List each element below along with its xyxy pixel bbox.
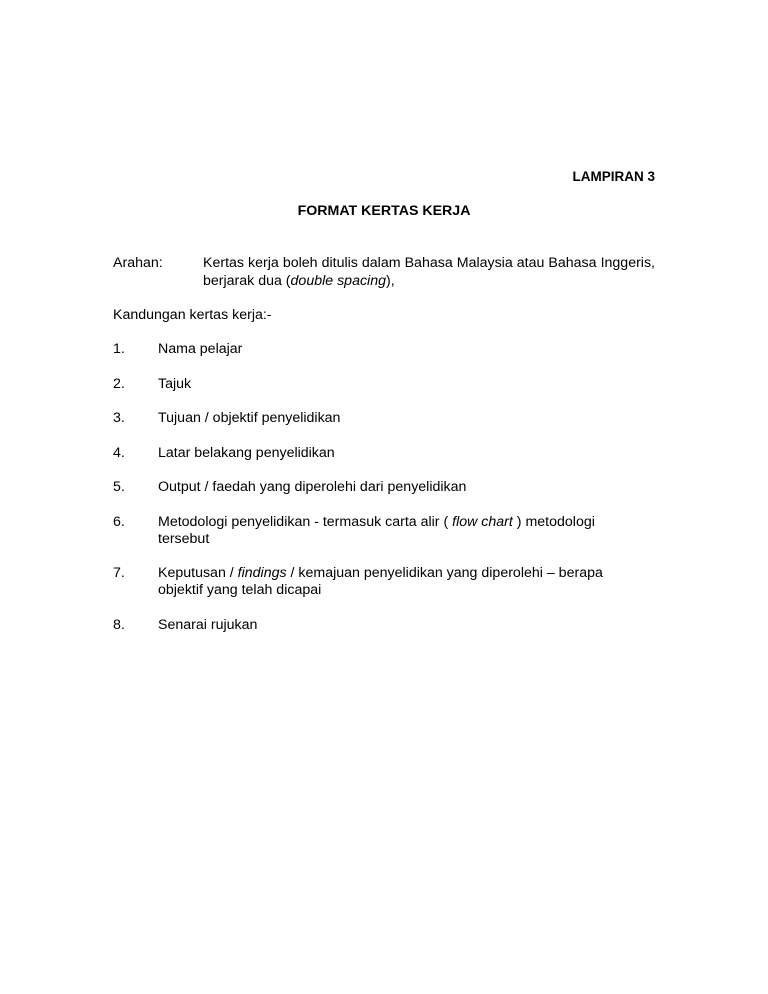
- list-item-number: 7.: [113, 565, 125, 581]
- list-item-text-part: Output / faedah yang diperolehi dari penyelidikan: [158, 479, 467, 495]
- list-item-number: 2.: [113, 375, 125, 392]
- list-item: [113, 376, 655, 393]
- instruction-text-italic: double spacing: [290, 273, 386, 289]
- list-item-text-part: Metodologi penyelidikan - termasuk carta alir (: [158, 513, 453, 530]
- list-item-text: [158, 514, 638, 548]
- list-item-text-italic: flow chart: [452, 513, 513, 530]
- document-title-text: FORMAT KERTAS KERJA: [297, 203, 471, 219]
- list-item-text-part: Senarai rujukan: [158, 616, 258, 633]
- list-item-number: 4.: [113, 444, 125, 461]
- list-item: [113, 565, 655, 599]
- list-item-number: 5.: [113, 479, 125, 495]
- document-title: [0, 203, 768, 219]
- list-item-text-part: Nama pelajar: [158, 341, 243, 357]
- list-item-text: [158, 617, 638, 634]
- list-item: [113, 479, 655, 496]
- list-item: [113, 617, 655, 634]
- instruction-block: [113, 254, 655, 290]
- instruction-text-after: ),: [386, 273, 395, 289]
- list-item-text: [158, 341, 638, 358]
- instruction-text-before: Kertas kerja boleh ditulis dalam Bahasa Malaysia atau Bahasa Inggeris, berjarak dua (: [203, 255, 655, 289]
- instruction-text: [203, 254, 655, 290]
- list-item-text: [158, 376, 638, 393]
- list-item-text: [158, 565, 638, 599]
- list-item-text-italic: findings: [237, 565, 287, 581]
- list-item-text: [158, 410, 638, 427]
- appendix-label: LAMPIRAN 3: [572, 169, 655, 184]
- list-item-text-part: ) metodologi tersebut: [158, 513, 595, 547]
- list-item-number: 3.: [113, 410, 125, 426]
- list-item-number: 6.: [113, 513, 125, 530]
- contents-intro: Kandungan kertas kerja:-: [113, 307, 272, 323]
- contents-list: [113, 341, 655, 651]
- list-item-text-part: Latar belakang penyelidikan: [158, 444, 335, 461]
- list-item: [113, 341, 655, 358]
- list-item: [113, 445, 655, 462]
- list-item-text-part: Tujuan / objektif penyelidikan: [158, 410, 341, 426]
- list-item-text-part: Keputusan /: [158, 565, 238, 581]
- list-item: [113, 514, 655, 548]
- list-item-number: 8.: [113, 616, 125, 633]
- list-item-text: [158, 479, 638, 496]
- list-item-text: [158, 445, 638, 462]
- list-item: [113, 410, 655, 427]
- list-item-text-part: Tajuk: [158, 375, 192, 392]
- instruction-label: Arahan:: [113, 255, 163, 271]
- list-item-text-part: / kemajuan penyelidikan yang diperolehi – berapa objektif yang telah dicapai: [158, 565, 603, 598]
- list-item-number: 1.: [113, 341, 125, 357]
